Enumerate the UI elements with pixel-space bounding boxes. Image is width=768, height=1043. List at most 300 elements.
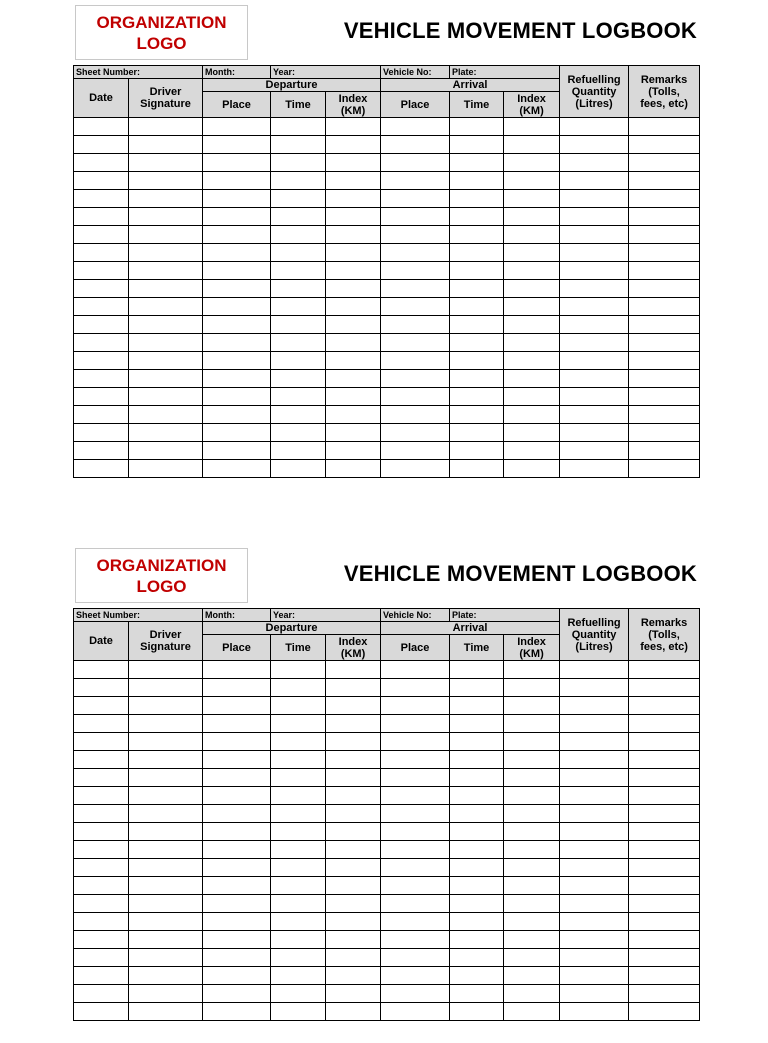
arrival-time-cell[interactable] [450,154,504,172]
arrival-time-cell[interactable] [450,715,504,733]
departure-time-cell[interactable] [271,406,326,424]
arrival-place-cell[interactable] [381,895,450,913]
driver-signature-cell[interactable] [129,370,203,388]
departure-time-cell[interactable] [271,769,326,787]
arrival-index-cell[interactable] [504,136,560,154]
arrival-time-cell[interactable] [450,136,504,154]
arrival-place-cell[interactable] [381,931,450,949]
departure-place-cell[interactable] [203,298,271,316]
arrival-place-cell[interactable] [381,697,450,715]
departure-place-cell[interactable] [203,823,271,841]
arrival-time-cell[interactable] [450,334,504,352]
arrival-index-cell[interactable] [504,154,560,172]
arrival-time-cell[interactable] [450,298,504,316]
date-cell[interactable] [74,388,129,406]
driver-signature-cell[interactable] [129,352,203,370]
remarks-cell[interactable] [629,967,700,985]
refuelling-cell[interactable] [560,949,629,967]
departure-index-cell[interactable] [326,769,381,787]
refuelling-cell[interactable] [560,805,629,823]
remarks-cell[interactable] [629,823,700,841]
arrival-index-cell[interactable] [504,226,560,244]
departure-place-cell[interactable] [203,859,271,877]
departure-index-cell[interactable] [326,841,381,859]
refuelling-cell[interactable] [560,931,629,949]
arrival-index-cell[interactable] [504,895,560,913]
departure-time-cell[interactable] [271,388,326,406]
arrival-time-cell[interactable] [450,442,504,460]
arrival-time-cell[interactable] [450,460,504,478]
plate-field[interactable] [450,66,560,79]
arrival-place-cell[interactable] [381,442,450,460]
driver-signature-cell[interactable] [129,244,203,262]
arrival-index-cell[interactable] [504,859,560,877]
departure-index-cell[interactable] [326,913,381,931]
refuelling-cell[interactable] [560,859,629,877]
refuelling-cell[interactable] [560,1003,629,1021]
departure-index-cell[interactable] [326,949,381,967]
date-cell[interactable] [74,244,129,262]
refuelling-cell[interactable] [560,406,629,424]
driver-signature-cell[interactable] [129,931,203,949]
arrival-index-cell[interactable] [504,352,560,370]
arrival-time-cell[interactable] [450,226,504,244]
driver-signature-cell[interactable] [129,877,203,895]
driver-signature-cell[interactable] [129,769,203,787]
arrival-place-cell[interactable] [381,913,450,931]
arrival-index-cell[interactable] [504,298,560,316]
driver-signature-cell[interactable] [129,697,203,715]
arrival-place-cell[interactable] [381,751,450,769]
departure-place-cell[interactable] [203,949,271,967]
departure-index-cell[interactable] [326,334,381,352]
arrival-place-cell[interactable] [381,424,450,442]
date-cell[interactable] [74,154,129,172]
date-cell[interactable] [74,751,129,769]
remarks-cell[interactable] [629,316,700,334]
driver-signature-cell[interactable] [129,118,203,136]
departure-time-cell[interactable] [271,733,326,751]
date-cell[interactable] [74,136,129,154]
arrival-place-cell[interactable] [381,460,450,478]
refuelling-cell[interactable] [560,442,629,460]
departure-time-cell[interactable] [271,715,326,733]
arrival-index-cell[interactable] [504,769,560,787]
arrival-time-cell[interactable] [450,895,504,913]
arrival-time-cell[interactable] [450,913,504,931]
date-cell[interactable] [74,316,129,334]
arrival-index-cell[interactable] [504,985,560,1003]
remarks-cell[interactable] [629,172,700,190]
remarks-cell[interactable] [629,370,700,388]
departure-place-cell[interactable] [203,931,271,949]
arrival-index-cell[interactable] [504,661,560,679]
departure-time-cell[interactable] [271,841,326,859]
departure-place-cell[interactable] [203,208,271,226]
refuelling-cell[interactable] [560,877,629,895]
departure-index-cell[interactable] [326,1003,381,1021]
driver-signature-cell[interactable] [129,226,203,244]
arrival-time-cell[interactable] [450,787,504,805]
driver-signature-cell[interactable] [129,787,203,805]
date-cell[interactable] [74,877,129,895]
arrival-index-cell[interactable] [504,370,560,388]
departure-index-cell[interactable] [326,460,381,478]
refuelling-cell[interactable] [560,679,629,697]
departure-place-cell[interactable] [203,226,271,244]
departure-place-cell[interactable] [203,406,271,424]
arrival-place-cell[interactable] [381,136,450,154]
departure-place-cell[interactable] [203,280,271,298]
remarks-cell[interactable] [629,841,700,859]
date-cell[interactable] [74,715,129,733]
departure-index-cell[interactable] [326,208,381,226]
arrival-time-cell[interactable] [450,190,504,208]
date-cell[interactable] [74,967,129,985]
arrival-index-cell[interactable] [504,190,560,208]
arrival-place-cell[interactable] [381,841,450,859]
remarks-cell[interactable] [629,262,700,280]
arrival-index-cell[interactable] [504,949,560,967]
departure-time-cell[interactable] [271,967,326,985]
departure-index-cell[interactable] [326,985,381,1003]
remarks-cell[interactable] [629,298,700,316]
vehicle-no-field[interactable] [381,66,450,79]
departure-time-cell[interactable] [271,244,326,262]
arrival-time-cell[interactable] [450,949,504,967]
arrival-index-cell[interactable] [504,733,560,751]
driver-signature-cell[interactable] [129,334,203,352]
departure-time-cell[interactable] [271,298,326,316]
date-cell[interactable] [74,226,129,244]
departure-index-cell[interactable] [326,661,381,679]
refuelling-cell[interactable] [560,136,629,154]
departure-place-cell[interactable] [203,733,271,751]
arrival-place-cell[interactable] [381,316,450,334]
refuelling-cell[interactable] [560,460,629,478]
arrival-place-cell[interactable] [381,262,450,280]
driver-signature-cell[interactable] [129,661,203,679]
arrival-time-cell[interactable] [450,172,504,190]
arrival-place-cell[interactable] [381,1003,450,1021]
refuelling-cell[interactable] [560,262,629,280]
departure-place-cell[interactable] [203,118,271,136]
date-cell[interactable] [74,859,129,877]
departure-place-cell[interactable] [203,460,271,478]
arrival-place-cell[interactable] [381,949,450,967]
arrival-place-cell[interactable] [381,352,450,370]
arrival-place-cell[interactable] [381,805,450,823]
arrival-time-cell[interactable] [450,280,504,298]
driver-signature-cell[interactable] [129,424,203,442]
departure-time-cell[interactable] [271,424,326,442]
remarks-cell[interactable] [629,280,700,298]
arrival-place-cell[interactable] [381,118,450,136]
arrival-place-cell[interactable] [381,298,450,316]
vehicle-no-field[interactable] [381,609,450,622]
departure-time-cell[interactable] [271,1003,326,1021]
arrival-index-cell[interactable] [504,877,560,895]
remarks-cell[interactable] [629,406,700,424]
remarks-cell[interactable] [629,787,700,805]
date-cell[interactable] [74,931,129,949]
departure-index-cell[interactable] [326,388,381,406]
departure-place-cell[interactable] [203,841,271,859]
departure-index-cell[interactable] [326,136,381,154]
arrival-time-cell[interactable] [450,352,504,370]
date-cell[interactable] [74,424,129,442]
arrival-place-cell[interactable] [381,715,450,733]
driver-signature-cell[interactable] [129,841,203,859]
remarks-cell[interactable] [629,769,700,787]
driver-signature-cell[interactable] [129,208,203,226]
departure-index-cell[interactable] [326,715,381,733]
departure-time-cell[interactable] [271,985,326,1003]
departure-time-cell[interactable] [271,661,326,679]
departure-index-cell[interactable] [326,751,381,769]
departure-place-cell[interactable] [203,679,271,697]
arrival-time-cell[interactable] [450,406,504,424]
departure-place-cell[interactable] [203,877,271,895]
driver-signature-cell[interactable] [129,280,203,298]
arrival-time-cell[interactable] [450,316,504,334]
arrival-index-cell[interactable] [504,316,560,334]
refuelling-cell[interactable] [560,751,629,769]
arrival-time-cell[interactable] [450,733,504,751]
driver-signature-cell[interactable] [129,859,203,877]
arrival-place-cell[interactable] [381,679,450,697]
departure-index-cell[interactable] [326,424,381,442]
arrival-index-cell[interactable] [504,697,560,715]
remarks-cell[interactable] [629,985,700,1003]
arrival-place-cell[interactable] [381,967,450,985]
year-field[interactable] [271,609,381,622]
arrival-time-cell[interactable] [450,877,504,895]
refuelling-cell[interactable] [560,280,629,298]
driver-signature-cell[interactable] [129,1003,203,1021]
arrival-place-cell[interactable] [381,226,450,244]
arrival-index-cell[interactable] [504,751,560,769]
remarks-cell[interactable] [629,334,700,352]
departure-index-cell[interactable] [326,352,381,370]
departure-time-cell[interactable] [271,316,326,334]
refuelling-cell[interactable] [560,967,629,985]
arrival-place-cell[interactable] [381,280,450,298]
arrival-index-cell[interactable] [504,406,560,424]
departure-time-cell[interactable] [271,787,326,805]
arrival-place-cell[interactable] [381,244,450,262]
refuelling-cell[interactable] [560,154,629,172]
departure-time-cell[interactable] [271,679,326,697]
arrival-place-cell[interactable] [381,733,450,751]
arrival-place-cell[interactable] [381,661,450,679]
arrival-index-cell[interactable] [504,208,560,226]
departure-place-cell[interactable] [203,154,271,172]
driver-signature-cell[interactable] [129,967,203,985]
arrival-place-cell[interactable] [381,172,450,190]
departure-time-cell[interactable] [271,370,326,388]
refuelling-cell[interactable] [560,985,629,1003]
remarks-cell[interactable] [629,751,700,769]
departure-time-cell[interactable] [271,931,326,949]
plate-field[interactable] [450,609,560,622]
departure-index-cell[interactable] [326,316,381,334]
driver-signature-cell[interactable] [129,298,203,316]
departure-index-cell[interactable] [326,244,381,262]
arrival-place-cell[interactable] [381,388,450,406]
departure-index-cell[interactable] [326,262,381,280]
driver-signature-cell[interactable] [129,316,203,334]
arrival-index-cell[interactable] [504,1003,560,1021]
arrival-place-cell[interactable] [381,190,450,208]
date-cell[interactable] [74,895,129,913]
arrival-place-cell[interactable] [381,823,450,841]
departure-place-cell[interactable] [203,190,271,208]
refuelling-cell[interactable] [560,424,629,442]
departure-index-cell[interactable] [326,823,381,841]
arrival-time-cell[interactable] [450,985,504,1003]
departure-place-cell[interactable] [203,769,271,787]
departure-place-cell[interactable] [203,370,271,388]
departure-time-cell[interactable] [271,460,326,478]
refuelling-cell[interactable] [560,661,629,679]
remarks-cell[interactable] [629,118,700,136]
departure-place-cell[interactable] [203,967,271,985]
arrival-time-cell[interactable] [450,370,504,388]
departure-index-cell[interactable] [326,154,381,172]
arrival-index-cell[interactable] [504,913,560,931]
date-cell[interactable] [74,661,129,679]
departure-index-cell[interactable] [326,877,381,895]
departure-time-cell[interactable] [271,226,326,244]
departure-index-cell[interactable] [326,931,381,949]
year-field[interactable] [271,66,381,79]
arrival-index-cell[interactable] [504,787,560,805]
departure-time-cell[interactable] [271,823,326,841]
refuelling-cell[interactable] [560,895,629,913]
date-cell[interactable] [74,697,129,715]
arrival-time-cell[interactable] [450,262,504,280]
date-cell[interactable] [74,769,129,787]
date-cell[interactable] [74,190,129,208]
departure-place-cell[interactable] [203,751,271,769]
departure-time-cell[interactable] [271,949,326,967]
departure-index-cell[interactable] [326,298,381,316]
arrival-time-cell[interactable] [450,697,504,715]
date-cell[interactable] [74,679,129,697]
arrival-place-cell[interactable] [381,406,450,424]
departure-index-cell[interactable] [326,787,381,805]
refuelling-cell[interactable] [560,298,629,316]
arrival-time-cell[interactable] [450,208,504,226]
departure-time-cell[interactable] [271,334,326,352]
remarks-cell[interactable] [629,460,700,478]
refuelling-cell[interactable] [560,823,629,841]
date-cell[interactable] [74,1003,129,1021]
arrival-time-cell[interactable] [450,244,504,262]
remarks-cell[interactable] [629,895,700,913]
driver-signature-cell[interactable] [129,751,203,769]
departure-index-cell[interactable] [326,442,381,460]
arrival-place-cell[interactable] [381,334,450,352]
refuelling-cell[interactable] [560,787,629,805]
refuelling-cell[interactable] [560,352,629,370]
remarks-cell[interactable] [629,226,700,244]
arrival-time-cell[interactable] [450,661,504,679]
refuelling-cell[interactable] [560,118,629,136]
refuelling-cell[interactable] [560,226,629,244]
departure-index-cell[interactable] [326,406,381,424]
departure-place-cell[interactable] [203,172,271,190]
departure-time-cell[interactable] [271,154,326,172]
remarks-cell[interactable] [629,913,700,931]
arrival-index-cell[interactable] [504,280,560,298]
arrival-time-cell[interactable] [450,823,504,841]
departure-index-cell[interactable] [326,118,381,136]
driver-signature-cell[interactable] [129,460,203,478]
sheet-number-field[interactable] [74,66,203,79]
remarks-cell[interactable] [629,931,700,949]
arrival-place-cell[interactable] [381,769,450,787]
arrival-index-cell[interactable] [504,931,560,949]
departure-place-cell[interactable] [203,1003,271,1021]
arrival-time-cell[interactable] [450,931,504,949]
departure-place-cell[interactable] [203,787,271,805]
departure-place-cell[interactable] [203,244,271,262]
remarks-cell[interactable] [629,1003,700,1021]
date-cell[interactable] [74,985,129,1003]
driver-signature-cell[interactable] [129,442,203,460]
arrival-time-cell[interactable] [450,424,504,442]
date-cell[interactable] [74,406,129,424]
arrival-time-cell[interactable] [450,967,504,985]
refuelling-cell[interactable] [560,388,629,406]
arrival-index-cell[interactable] [504,424,560,442]
sheet-number-field[interactable] [74,609,203,622]
departure-time-cell[interactable] [271,751,326,769]
arrival-index-cell[interactable] [504,805,560,823]
driver-signature-cell[interactable] [129,949,203,967]
departure-index-cell[interactable] [326,967,381,985]
refuelling-cell[interactable] [560,841,629,859]
arrival-time-cell[interactable] [450,751,504,769]
driver-signature-cell[interactable] [129,895,203,913]
departure-index-cell[interactable] [326,226,381,244]
departure-time-cell[interactable] [271,172,326,190]
refuelling-cell[interactable] [560,334,629,352]
departure-index-cell[interactable] [326,172,381,190]
remarks-cell[interactable] [629,208,700,226]
remarks-cell[interactable] [629,424,700,442]
date-cell[interactable] [74,913,129,931]
arrival-time-cell[interactable] [450,118,504,136]
departure-place-cell[interactable] [203,136,271,154]
departure-index-cell[interactable] [326,280,381,298]
refuelling-cell[interactable] [560,244,629,262]
remarks-cell[interactable] [629,136,700,154]
refuelling-cell[interactable] [560,715,629,733]
departure-place-cell[interactable] [203,895,271,913]
remarks-cell[interactable] [629,190,700,208]
driver-signature-cell[interactable] [129,136,203,154]
departure-time-cell[interactable] [271,877,326,895]
arrival-time-cell[interactable] [450,841,504,859]
arrival-time-cell[interactable] [450,805,504,823]
remarks-cell[interactable] [629,154,700,172]
arrival-index-cell[interactable] [504,118,560,136]
remarks-cell[interactable] [629,442,700,460]
date-cell[interactable] [74,460,129,478]
